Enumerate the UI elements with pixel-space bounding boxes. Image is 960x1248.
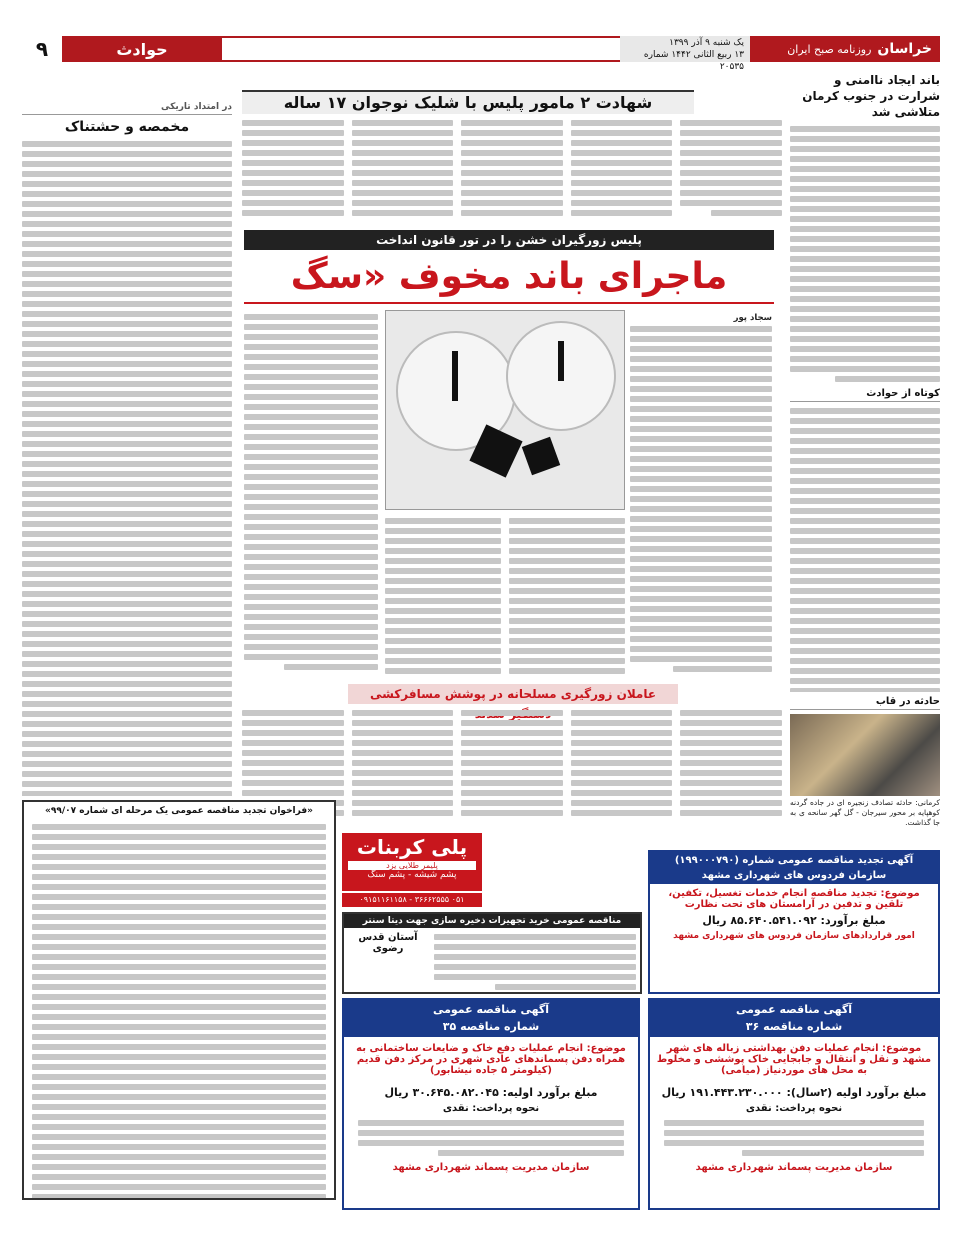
- date-line: یک شنبه ۹ آذر ۱۳۹۹: [669, 38, 744, 48]
- photo-box-title: حادثه در قاب: [790, 696, 940, 710]
- ad-org: سازمان فردوس های شهرداری مشهد: [650, 869, 938, 884]
- column-kicker: در امتداد تاریکی: [22, 102, 232, 115]
- ad-number: شماره مناقصه ۳۵: [344, 1019, 638, 1037]
- ad-tagline: پلیمر طلایی یزد: [348, 861, 476, 870]
- ad-subject: موضوع: تجدید مناقصه انجام خدمات تغسیل، تکفین، تلقین و تدفین در آرامستان های تحت نظارت: [668, 888, 920, 910]
- byline: سجاد پور: [733, 313, 772, 323]
- ad-footer: امور قراردادهای سازمان فردوس های شهرداری مشهد: [673, 931, 915, 941]
- ad-name: پلی کربنات: [356, 835, 468, 859]
- issue-date: [620, 36, 750, 72]
- sub-story-headline: عاملان زورگیری مسلحانه در پوشش مسافرکشی: [348, 684, 678, 704]
- box-title: کوتاه از حوادث: [790, 388, 940, 402]
- top-story-headline: شهادت ۲ مامور پلیس با شلیک نوجوان ۱۷ ساله: [242, 90, 694, 114]
- ad-heading: آگهی مناقصه عمومی: [344, 1000, 638, 1019]
- section-title: حوادث: [62, 36, 222, 62]
- ad-heading: مناقصه عمومی خرید تجهیزات ذخیره سازی جهت دیتا سنتر: [344, 914, 640, 928]
- ad-sub: پشم شیشه - پشم سنگ: [367, 870, 457, 880]
- tender-ad-35: [342, 998, 640, 1210]
- page-header: [22, 36, 940, 72]
- razavi-ad: [342, 912, 642, 994]
- ad-number: شماره مناقصه ۳۶: [650, 1019, 938, 1037]
- ad-subject: موضوع: انجام عملیات دفع خاک و ضایعات ساختمانی به همراه دفن پسماندهای عادی شهری در مرکز دفن قدیم (کیلومتر ۵ جاده نیشابور): [356, 1043, 626, 1076]
- photo-caption: کرمانی: حادثه تصادف زنجیره ای در جاده گردنه کوهپایه بر محور سیرجان - گل گهر سانحه ی به جا گذاشت.: [790, 798, 940, 827]
- photo-box: [790, 690, 940, 830]
- tender-ad-left: [22, 800, 336, 1200]
- razavi-org: آستان قدس رضوی: [358, 932, 418, 954]
- header-rule: [222, 36, 620, 62]
- brand-name: خراسان: [877, 41, 932, 57]
- date-line: ۱۳ ربیع الثانی ۱۴۴۲ شماره ۲۰۵۳۵: [643, 50, 744, 72]
- ad-heading: آگهی مناقصه عمومی: [650, 1000, 938, 1019]
- paper-name: روزنامه صبح ایران: [787, 42, 872, 56]
- page-number: ۹: [35, 37, 49, 61]
- ad-footer: سازمان مدیریت پسماند شهرداری مشهد: [695, 1162, 893, 1173]
- ad-payment: نحوه پرداخت: نقدی: [442, 1103, 540, 1114]
- ad-budget: مبلغ برآورد: ۸۵.۶۴۰.۵۴۱.۰۹۲ ریال: [702, 914, 886, 927]
- clock-photo: [385, 310, 625, 510]
- brief-news: [790, 406, 940, 692]
- article-title: باند ایجاد ناامنی و شرارت در جنوب کرمان متلاشی شد: [802, 73, 940, 119]
- accident-photo: [790, 714, 940, 796]
- left-column: [22, 96, 232, 796]
- main-story-col-5: [244, 312, 378, 678]
- top-story-body: [242, 118, 782, 224]
- tender-heading: «فراخوان تجدید مناقصه عمومی یک مرحله ای شماره ۹۹/۰۷»: [45, 806, 313, 816]
- column-title: مخمصه و حشتناک: [64, 119, 190, 135]
- ad-budget: مبلغ برآورد اولیه: ۳۰.۶۴۵.۰۸۲.۰۴۵ ریال: [384, 1086, 598, 1099]
- plicarbonat-ad: [342, 833, 482, 891]
- main-story-col-1: [630, 312, 772, 678]
- main-story-kicker: پلیس زورگیران خشن را در تور قانون انداخت: [244, 230, 774, 250]
- tender-ad-36: [648, 998, 940, 1210]
- ad-phone: ۰۵۱ ۳۶۶۶۲۵۵۵ - ۰۹۱۵۱۱۶۱۱۵۸: [342, 893, 482, 907]
- ad-heading: آگهی تجدید مناقصه عمومی شماره (۱۹۹۰۰۰۷۹۰): [650, 852, 938, 869]
- ad-payment: نحوه پرداخت: نقدی: [745, 1103, 843, 1114]
- masthead: [750, 36, 940, 62]
- ad-footer: سازمان مدیریت پسماند شهرداری مشهد: [392, 1162, 590, 1173]
- ad-subject: موضوع: انجام عملیات دفن بهداشتی زباله های شهر مشهد و نقل و انتقال و جابجایی خاک پوششی و مخلوط به محل های موردنیاز (میامی): [656, 1043, 932, 1076]
- main-story-cols: [385, 516, 625, 678]
- main-story-headline: ماجرای باند مخوف «سگ: [244, 250, 774, 304]
- tender-ad-ferdows: [648, 850, 940, 994]
- ad-budget: مبلغ برآورد اولیه (۲سال): ۱۹۱.۴۴۳.۲۳۰.۰۰۰ ریال: [661, 1086, 927, 1099]
- article-body: [790, 124, 940, 382]
- right-column: [790, 72, 940, 692]
